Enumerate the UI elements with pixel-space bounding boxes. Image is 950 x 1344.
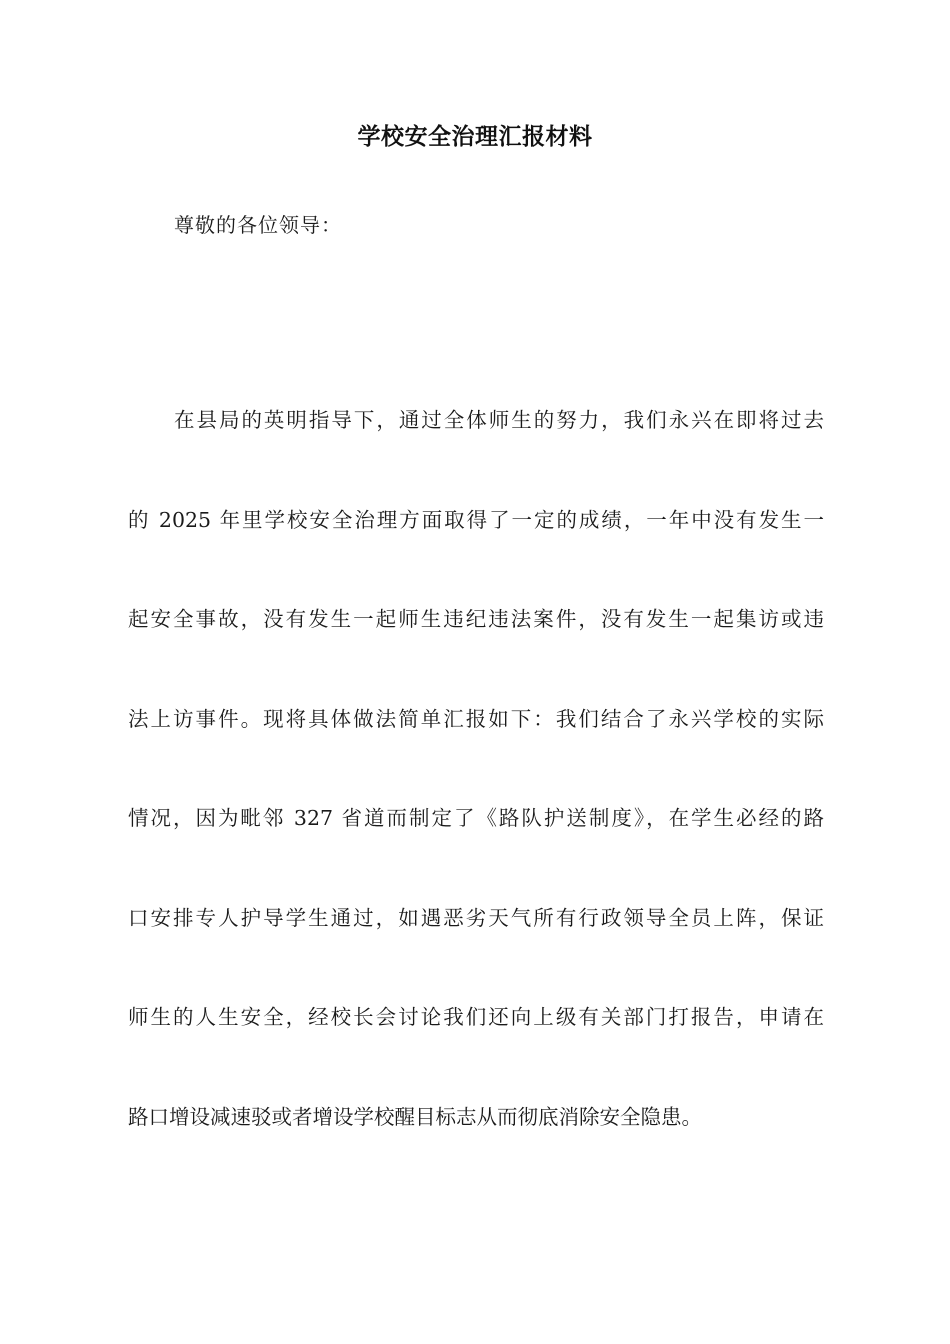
paragraph-line: 师生的人生安全，经校长会讨论我们还向上级有关部门打报告，申请在 [128, 1005, 824, 1029]
body-paragraph [128, 400, 824, 1196]
paragraph-line: 的 2025 年里学校安全治理方面取得了一定的成绩，一年中没有发生一 [128, 507, 824, 532]
paragraph-line: 起安全事故，没有发生一起师生违纪违法案件，没有发生一起集访或违 [128, 607, 824, 631]
paragraph-line: 情况，因为毗邻 327 省道而制定了《路队护送制度》，在学生必经的路 [128, 806, 824, 830]
paragraph-line: 在县局的英明指导下，通过全体师生的努力，我们永兴在即将过去 [174, 408, 824, 432]
paragraph-line: 口安排专人护导学生通过，如遇恶劣天气所有行政领导全员上阵，保证 [128, 905, 824, 930]
paragraph-line: 路口增设减速驳或者增设学校醒目标志从而彻底消除安全隐患。 [128, 1104, 702, 1129]
document-title: 学校安全治理汇报材料 [357, 124, 593, 150]
salutation: 尊敬的各位领导： [174, 213, 342, 237]
paragraph-line: 法上访事件。现将具体做法简单汇报如下：我们结合了永兴学校的实际 [128, 706, 824, 731]
